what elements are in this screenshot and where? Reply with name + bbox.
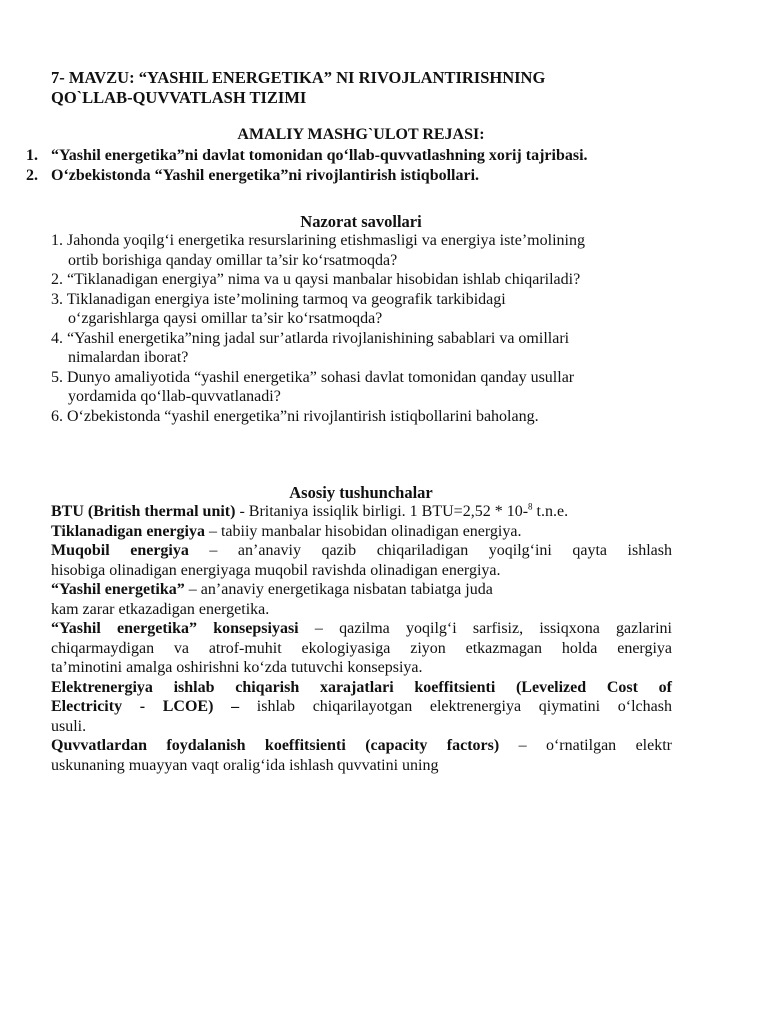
concept-yashil-cont: kam zarar etkazadigan energetika. [51, 600, 270, 618]
plan-list [26, 146, 686, 186]
concept-capacity-cont: uskunaning muayyan vaqt oralig‘ida ishlash quvvatini uning [51, 756, 439, 774]
question-item: 4. “Yashil energetika”ning jadal sur’atlarda rivojlanishining sabablari va omillari nimalardan iborat? [51, 329, 570, 366]
concept-lcoe-cont: Electricity - LCOE) – ishlab chiqarilayotgan elektrenergiya qiymatini o‘lchash [51, 698, 672, 715]
concept-muqobil-cont: hisobiga olinadigan energiyaga muqobil ravishda olinadigan energiya. [51, 561, 501, 579]
question-item: 6. O‘zbekistonda “yashil energetika”ni rivojlantirish istiqbollarini baholang. [51, 407, 539, 425]
concepts-section [51, 502, 672, 775]
plan-item: 1. “Yashil energetika”ni davlat tomonidan qo‘llab-quvvatlashning xorij tajribasi. [26, 147, 588, 164]
question-item: 5. Dunyo amaliyotida “yashil energetika” sohasi davlat tomonidan qanday usullar yordamida qo‘llab-quvvatlanadi? [51, 368, 575, 405]
question-item: 2. “Tiklanadigan energiya” nima va u qaysi manbalar hisobidan ishlab chiqariladi? [51, 271, 581, 288]
concept-muqobil: Muqobil energiya – an’anaviy qazib chiqariladigan yoqilg‘ini qayta ishlash [51, 542, 672, 559]
concept-konsepsiya: “Yashil energetika” konsepsiyasi – qazilma yoqilg‘i sarfisiz, issiqxona gazlarini [51, 620, 672, 637]
concept-konsepsiya-end: ta’minotini amalga oshirishni ko‘zda tutuvchi konsepsiya. [51, 659, 423, 676]
page-title [51, 68, 691, 108]
title-line-1: 7- MAVZU: “YASHIL ENERGETIKA” NI RIVOJLANTIRISHNING [51, 68, 546, 87]
concept-yashil: “Yashil energetika” – an’anaviy energetikaga nisbatan tabiatga juda [51, 581, 493, 598]
question-item: 1. Jahonda yoqilg‘i energetika resurslarining etishmasligi va energiya iste’molining ortib borishiga qanday omillar ta’sir ko‘rsatmoqda? [51, 232, 585, 269]
plan-heading: AMALIY MASHG`ULOT REJASI: [237, 126, 485, 143]
concept-lcoe: Elektrenergiya ishlab chiqarish xarajatlari koeffitsienti (Levelized Cost of [51, 678, 672, 696]
title-line-2: QO`LLAB-QUVVATLASH TIZIMI [51, 88, 307, 107]
concept-capacity: Quvvatlardan foydalanish koeffitsienti (capacity factors) – o‘rnatilgan elektr [51, 737, 672, 754]
concept-tiklanadigan: Tiklanadigan energiya – tabiiy manbalar hisobidan olinadigan energiya. [51, 522, 522, 540]
question-item: 3. Tiklanadigan energiya iste’molining tarmoq va geografik tarkibidagi o‘zgarishlarga qaysi omillar ta’sir ko‘rsatmoqda? [51, 290, 506, 327]
concept-btu: BTU (British thermal unit) - Britaniya issiqlik birligi. 1 BTU=2,52 * 10-$^8$ t.n.e. [51, 501, 569, 520]
questions-list [51, 231, 671, 426]
concepts-heading: Asosiy tushunchalar [289, 483, 433, 502]
questions-heading: Nazorat savollari [300, 212, 422, 231]
concept-konsepsiya-cont: chiqarmaydigan va atrof-muhit ekologiyasiga ziyon etkazmagan holda energiya [51, 639, 672, 657]
concept-lcoe-end: usuli. [51, 717, 87, 735]
plan-item: 2. O‘zbekistonda “Yashil energetika”ni rivojlantirish istiqbollari. [26, 167, 480, 184]
